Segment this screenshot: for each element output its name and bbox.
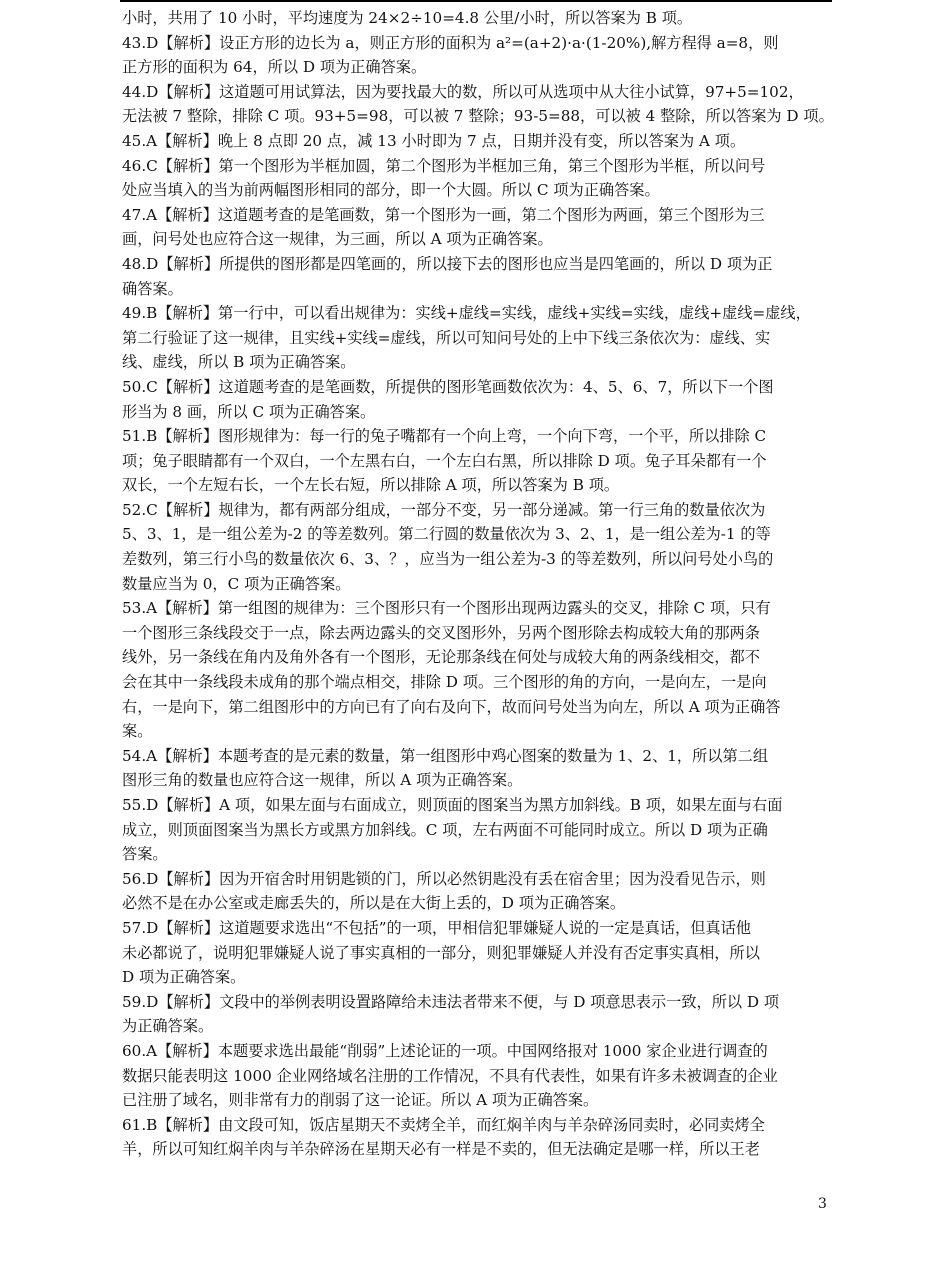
- text-line: 49.B【解析】第一行中，可以看出规律为：实线+虚线=实线，虚线+实线=实线，虚线+虚线=虚线，: [122, 304, 811, 323]
- text-line: 43.D【解析】设正方形的边长为 a，则正方形的面积为 a²=(a+2)·a·(1-20%),解方程得 a=8，则: [122, 33, 779, 52]
- text-line: 一个图形三条线段交于一点，除去两边露头的交叉图形外，另两个图形除去构成较大角的那两条: [122, 623, 760, 642]
- header-rule: [120, 0, 832, 2]
- text-line: 项；兔子眼睛都有一个双白，一个左黑右白，一个左白右黑，所以排除 D 项。兔子耳朵都有一个: [122, 451, 767, 470]
- text-line: 55.D【解析】A 项，如果左面与右面成立，则顶面的图案当为黑方加斜线。B 项，如果左面与右面: [122, 796, 783, 814]
- text-line: D 项为正确答案。: [122, 968, 246, 987]
- text-line: 成立，则顶面图案当为黑长方或黑方加斜线。C 项，左右两面不可能同时成立。所以 D 项为正确: [122, 820, 768, 839]
- text-line: 53.A【解析】第一组图的规律为：三个图形只有一个图形出现两边露头的交叉，排除 C 项，只有: [122, 599, 771, 618]
- text-line: 48.D【解析】所提供的图形都是四笔画的，所以接下去的图形也应当是四笔画的，所以 D 项为正: [122, 254, 773, 273]
- text-line: 正方形的面积为 64，所以 D 项为正确答案。: [122, 58, 427, 77]
- text-line: 形当为 8 画，所以 C 项为正确答案。: [122, 402, 376, 421]
- text-line: 必然不是在办公室或走廊丢失的，所以是在大街上丢的，D 项为正确答案。: [122, 894, 626, 913]
- text-line: 羊，所以可知红焖羊肉与羊杂碎汤在星期天必有一样是不卖的，但无法确定是哪一样，所以王老: [122, 1140, 760, 1159]
- text-line: 线外，另一条线在角内及角外各有一个图形，无论那条线在何处与成较大角的两条线相交，都不: [122, 648, 760, 667]
- text-line: 50.C【解析】这道题考查的是笔画数，所提供的图形笔画数依次为：4、5、6、7，所以下一个图: [122, 377, 774, 396]
- text-line: 60.A【解析】本题要求选出最能“削弱”上述论证的一项。中国网络报对 1000 家企业进行调查的: [122, 1041, 768, 1060]
- text-line: 已注册了域名，则非常有力的削弱了这一论证。所以 A 项为正确答案。: [122, 1091, 599, 1110]
- text-line: 答案。: [122, 845, 168, 864]
- text-line: 未必都说了，说明犯罪嫌疑人说了事实真相的一部分，则犯罪嫌疑人并没有否定事实真相，所以: [122, 943, 760, 962]
- text-line: 45.A【解析】晚上 8 点即 20 点，减 13 小时即为 7 点，日期并没有变，所以答案为 A 项。: [122, 131, 746, 150]
- text-line: 数据只能表明这 1000 企业网络域名注册的工作情况，不具有代表性，如果有许多未被调查的企业: [122, 1066, 778, 1085]
- text-line: 56.D【解析】因为开宿舍时用钥匙锁的门，所以必然钥匙没有丢在宿舍里；因为没看见告示，则: [122, 869, 766, 888]
- text-line: 54.A【解析】本题考查的是元素的数量，第一组图形中鸡心图案的数量为 1、2、1，所以第二组: [122, 746, 769, 765]
- text-line: 59.D【解析】文段中的举例表明设置路障给未违法者带来不便，与 D 项意思表示一致，所以 D 项: [122, 992, 780, 1011]
- text-line: 小时，共用了 10 小时，平均速度为 24×2÷10=4.8 公里/小时，所以答案为 B 项。: [122, 9, 693, 27]
- text-line: 无法被 7 整除，排除 C 项。93+5=98，可以被 7 整除；93-5=88，可以被 4 整除，所以答案为 D 项。: [122, 107, 834, 126]
- text-line: 右，一是向下，第二组图形中的方向已有了向右及向下，故而问号处当为向左，所以 A 项为正确答: [122, 697, 781, 716]
- text-line: 双长，一个左短右长，一个左长右短，所以排除 A 项，所以答案为 B 项。: [122, 476, 620, 495]
- text-line: 47.A【解析】这道题考查的是笔画数，第一个图形为一画，第二个图形为两画，第三个图形为三: [122, 205, 765, 224]
- text-line: 图形三角的数量也应符合这一规律，所以 A 项为正确答案。: [122, 771, 523, 790]
- text-line: 确答案。: [122, 279, 183, 298]
- text-line: 线、虚线，所以 B 项为正确答案。: [122, 353, 356, 372]
- text-line: 44.D【解析】这道题可用试算法，因为要找最大的数，所以可从选项中从大往小试算，97+5=102，: [122, 82, 804, 101]
- text-line: 51.B【解析】图形规律为：每一行的兔子嘴都有一个向上弯，一个向下弯，一个平，所以排除 C: [122, 427, 767, 446]
- text-line: 数量应当为 0，C 项为正确答案。: [122, 574, 351, 593]
- text-line: 46.C【解析】第一个图形为半框加圆，第二个图形为半框加三角，第三个图形为半框，所以问号: [122, 156, 766, 175]
- document-body: [122, 6, 834, 1162]
- text-line: 57.D【解析】这道题要求选出“不包括”的一项，甲相信犯罪嫌疑人说的一定是真话，但真话他: [122, 918, 751, 937]
- text-line: 为正确答案。: [122, 1017, 214, 1036]
- text-line: 差数列，第三行小鸟的数量依次 6、3、？，应当为一组公差为-3 的等差数列，所以问号处小鸟的: [122, 550, 774, 569]
- text-line: 52.C【解析】规律为，都有两部分组成，一部分不变，另一部分递减。第一行三角的数量依次为: [122, 500, 766, 519]
- text-line: 处应当填入的当为前两幅图形相同的部分，即一个大圆。所以 C 项为正确答案。: [122, 181, 660, 200]
- text-line: 61.B【解析】由文段可知，饭店星期天不卖烤全羊，而红焖羊肉与羊杂碎汤同卖时，必同卖烤全: [122, 1115, 765, 1134]
- page-number: 3: [818, 1196, 827, 1212]
- text-line: 第二行验证了这一规律，且实线+实线=虚线，所以可知问号处的上中下线三条依次为：虚线、实: [122, 328, 771, 347]
- text-line: 5、3、1，是一组公差为-2 的等差数列。第二行圆的数量依次为 3、2、1，是一组公差为-1 的等: [122, 525, 771, 544]
- text-line: 画，问号处也应符合这一规律，为三画，所以 A 项为正确答案。: [122, 230, 553, 249]
- text-line: 案。: [122, 722, 153, 741]
- text-line: 会在其中一条线段未成角的那个端点相交，排除 D 项。三个图形的角的方向，一是向左，一是向: [122, 673, 767, 692]
